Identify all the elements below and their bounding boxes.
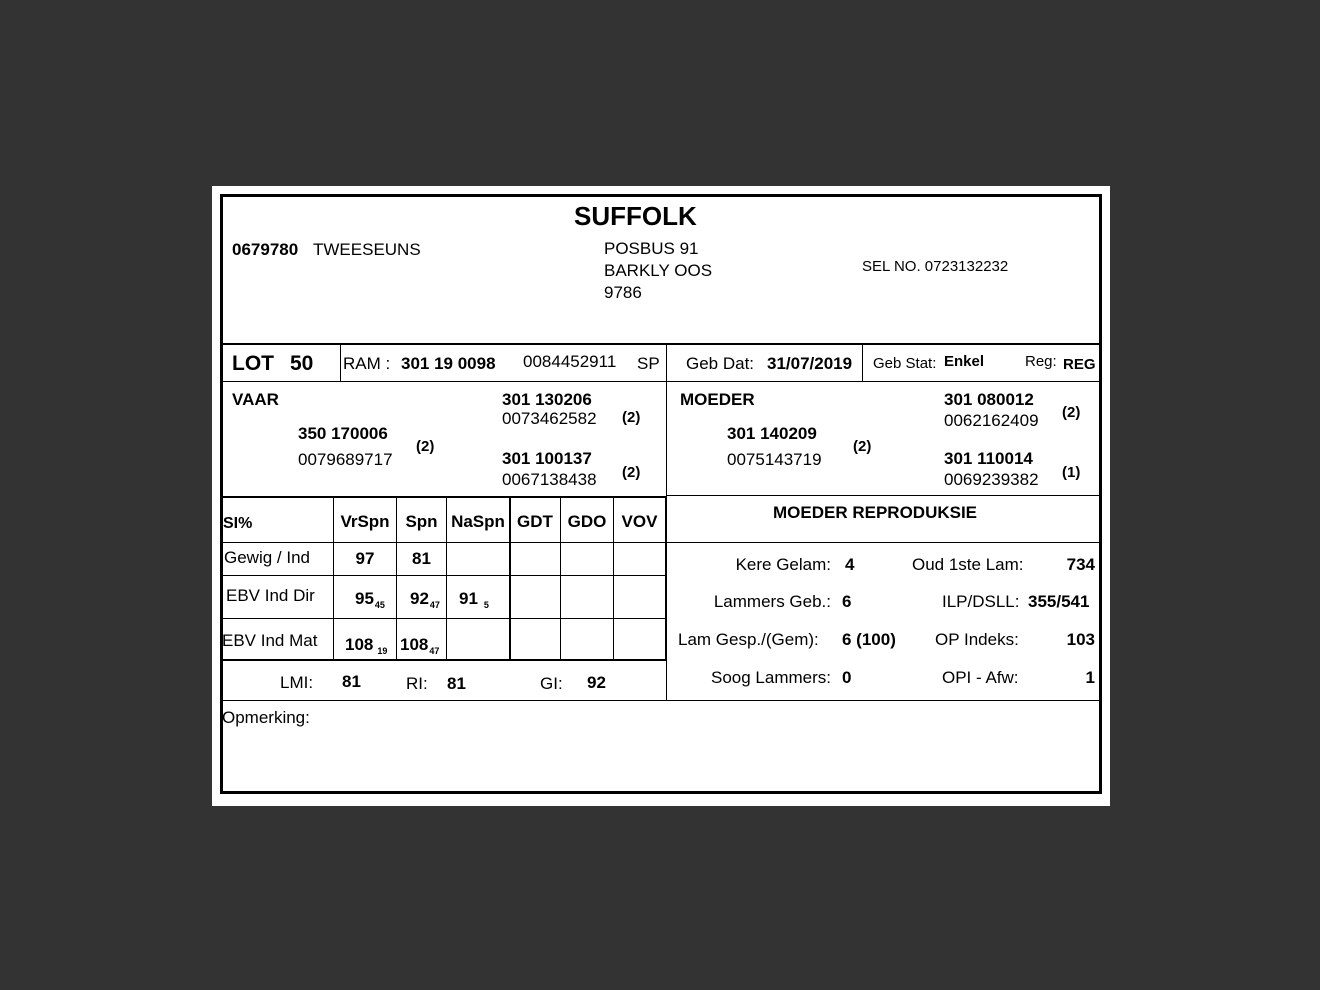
row-label-gewig: Gewig / Ind (224, 548, 310, 567)
dam-dam-count: (1) (1062, 464, 1081, 481)
row-label-ebv-dir: EBV Ind Dir (226, 586, 315, 605)
sire-sire-id: 0073462582 (502, 409, 597, 428)
divider (222, 700, 1100, 701)
breed-title: SUFFOLK (574, 201, 697, 231)
oud-1ste-lam-value: 734 (1066, 555, 1095, 574)
si-table-border (220, 575, 666, 576)
remarks-label: Opmerking: (222, 708, 310, 727)
sire-sire-number: 301 130206 (502, 390, 592, 409)
si-header: SI% (223, 515, 253, 532)
address-postcode: 9786 (604, 283, 642, 302)
lmi-value: 81 (342, 672, 361, 691)
dam-sire-number: 301 080012 (944, 390, 1034, 409)
gi-label: GI: (540, 674, 563, 693)
oud-1ste-lam-label: Oud 1ste Lam: (912, 555, 1024, 574)
si-table-border (220, 618, 666, 619)
lot-label: LOT (232, 352, 274, 375)
lot-number: 50 (290, 352, 314, 375)
sire-dam-id: 0067138438 (502, 470, 597, 489)
naspn-header: NaSpn (451, 512, 505, 531)
divider (666, 382, 667, 495)
reg-value: REG (1063, 356, 1096, 373)
kere-gelam-value: 4 (845, 555, 855, 574)
lam-gesp-label: Lam Gesp./(Gem): (678, 630, 819, 649)
divider (862, 344, 863, 381)
breeder-number: 0679780 (232, 240, 299, 259)
op-indeks-value: 103 (1066, 630, 1095, 649)
address-line-1: POSBUS 91 (604, 239, 699, 258)
ebv-dir-naspn: 91 $_5$ (459, 589, 489, 610)
ram-number: 301 19 0098 (401, 354, 496, 373)
ebv-dir-spn: $92_{47}$ (410, 589, 440, 610)
dam-dam-id: 0069239382 (944, 470, 1039, 489)
ebv-dir-vrspn: $95_{45}$ (355, 589, 385, 610)
si-table-border (220, 542, 666, 543)
gi-value: 92 (587, 673, 606, 692)
dam-id: 0075143719 (727, 450, 822, 469)
sire-dam-count: (2) (622, 464, 641, 481)
ri-value: 81 (447, 674, 466, 693)
gdo-header: GDO (567, 512, 607, 531)
sire-label: VAAR (232, 390, 279, 409)
gewig-vrspn: 97 (355, 549, 375, 568)
si-table-border (220, 659, 666, 661)
soog-lammers-value: 0 (842, 668, 852, 687)
divider (222, 381, 1100, 382)
dam-sire-id: 0062162409 (944, 411, 1039, 430)
gewig-spn: 81 (412, 549, 431, 568)
cell-number: SEL NO. 0723132232 (862, 258, 1009, 275)
sire-dam-number: 301 100137 (502, 449, 592, 468)
sire-count: (2) (416, 438, 435, 455)
birth-status-label: Geb Stat: (873, 355, 937, 372)
birth-status: Enkel (944, 353, 985, 370)
soog-lammers-label: Soog Lammers: (711, 668, 831, 687)
ebv-mat-vrspn: 108 $_{19}$ (345, 635, 388, 656)
address-line-2: BARKLY OOS (604, 261, 713, 280)
dam-label: MOEDER (680, 390, 755, 409)
opi-afw-value: 1 (1085, 668, 1095, 687)
sire-id: 0079689717 (298, 450, 393, 469)
vrspn-header: VrSpn (340, 512, 390, 531)
row-label-ebv-mat: EBV Ind Mat (222, 631, 318, 650)
reproduction-title: MOEDER REPRODUKSIE (773, 503, 978, 522)
birth-date-label: Geb Dat: (686, 354, 755, 373)
lmi-label: LMI: (280, 673, 314, 692)
ram-id-number: 0084452911 (523, 352, 617, 371)
divider (666, 542, 1100, 543)
spn-header: Spn (405, 512, 438, 531)
ilp-dsll-label: ILP/DSLL: (942, 592, 1020, 611)
divider (666, 496, 667, 700)
lammers-geb-label: Lammers Geb.: (713, 592, 831, 611)
reg-label: Reg: (1025, 353, 1057, 370)
opi-afw-label: OPI - Afw: (942, 668, 1019, 687)
ebv-mat-spn: $108_{47}$ (400, 635, 440, 656)
lammers-geb-value: 6 (842, 592, 852, 611)
divider (340, 344, 341, 381)
kere-gelam-label: Kere Gelam: (735, 555, 831, 574)
sale-card (220, 194, 1102, 794)
ram-label: RAM : (343, 354, 391, 373)
divider (222, 343, 1100, 345)
sire-number: 350 170006 (298, 424, 388, 443)
vov-header: VOV (621, 512, 658, 531)
lam-gesp-value: 6 (100) (842, 630, 896, 649)
si-table-border (220, 496, 666, 498)
dam-sire-count: (2) (1062, 404, 1081, 421)
gdt-header: GDT (517, 512, 553, 531)
sp-code: SP (637, 354, 660, 373)
breeder-name: TWEESEUNS (313, 240, 421, 259)
dam-count: (2) (853, 438, 872, 455)
divider (666, 344, 667, 381)
sire-sire-count: (2) (622, 409, 641, 426)
dam-dam-number: 301 110014 (944, 449, 1033, 468)
ilp-dsll-value: 355/541 (1028, 592, 1090, 611)
birth-date: 31/07/2019 (767, 354, 853, 373)
op-indeks-label: OP Indeks: (935, 630, 1019, 649)
divider (666, 495, 1100, 496)
dam-number: 301 140209 (727, 424, 817, 443)
ri-label: RI: (406, 674, 428, 693)
